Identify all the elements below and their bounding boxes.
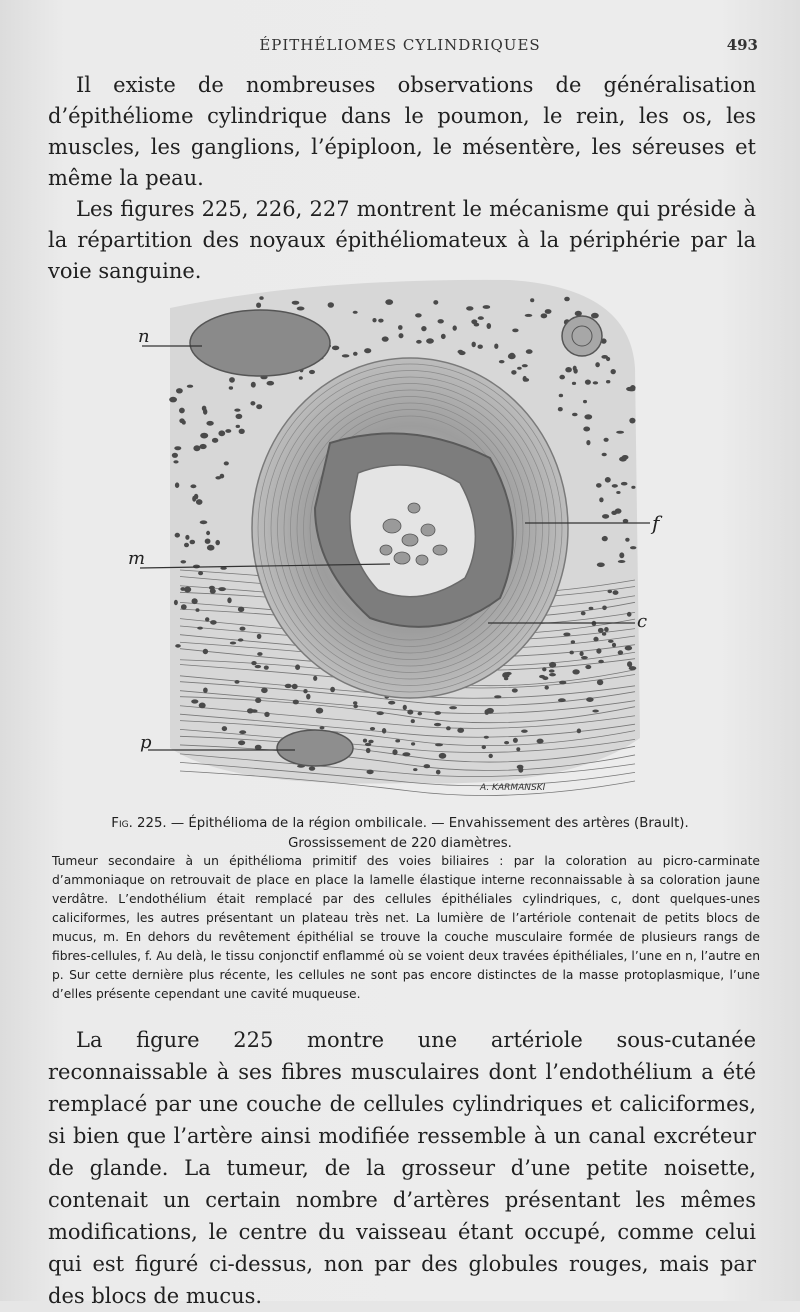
cell-nucleus (306, 694, 310, 700)
cell-nucleus (537, 739, 544, 744)
cell-nucleus (613, 590, 619, 595)
cell-nucleus (395, 739, 400, 742)
cell-nucleus (598, 660, 604, 664)
mucus-block (433, 545, 447, 555)
cell-nucleus (597, 563, 605, 568)
cell-nucleus (297, 307, 305, 311)
cell-nucleus (446, 726, 451, 730)
cell-nucleus (577, 729, 581, 734)
cell-nucleus (224, 461, 229, 465)
cell-nucleus (616, 491, 620, 494)
cell-nucleus (239, 429, 245, 434)
cell-nucleus (320, 726, 325, 729)
cell-nucleus (565, 367, 572, 372)
cell-nucleus (382, 728, 386, 734)
cell-nucleus (206, 421, 213, 426)
cell-nucleus (196, 499, 203, 505)
cell-nucleus (612, 643, 616, 648)
cell-nucleus (257, 634, 262, 639)
cell-nucleus (631, 486, 635, 489)
cell-nucleus (378, 319, 383, 323)
cell-nucleus (184, 543, 189, 548)
cell-nucleus (309, 767, 315, 771)
cell-nucleus (261, 688, 268, 694)
cell-nucleus (292, 301, 300, 305)
cell-nucleus (513, 738, 518, 743)
figure-number: Fig. 225. (111, 816, 167, 831)
cell-nucleus (367, 770, 374, 775)
cell-nucleus (222, 726, 227, 731)
cell-nucleus (424, 764, 431, 768)
closing-paragraph: La figure 225 montre une artériole sous-cutanée reconnaissable à ses fibres musculaires dont l’endothélium a été remplacé par une couche de cellules cylindriques et caliciformes, si bien que l’artère ainsi modifiée ressemble à un canal excréteur de glande. La tumeur, de la grosseur d’une petite noisette, contenait un certain nombre d’artères présentant les mêmes modifications, le centre du vaisseau étant occupé, comme celui qui est figuré ci-dessus, non par des globules rouges, mais par des blocs de mucus. (48, 1028, 756, 1308)
histology-figure (110, 268, 690, 798)
cell-nucleus (206, 531, 210, 535)
cell-nucleus (174, 446, 181, 450)
cell-nucleus (256, 303, 261, 308)
cell-nucleus (602, 453, 607, 457)
cell-nucleus (218, 587, 226, 591)
cell-nucleus (629, 666, 637, 670)
cell-nucleus (436, 770, 441, 775)
cell-nucleus (418, 712, 423, 716)
mucus-block (402, 534, 418, 546)
cell-nucleus (203, 688, 208, 693)
cell-nucleus (508, 353, 516, 359)
cell-nucleus (267, 381, 275, 386)
small-vessel (562, 316, 602, 356)
cell-nucleus (608, 590, 613, 594)
cell-nucleus (570, 651, 574, 655)
cell-nucleus (483, 305, 491, 309)
cell-nucleus (605, 477, 611, 483)
cell-nucleus (559, 394, 563, 398)
cell-nucleus (606, 380, 610, 383)
cell-nucleus (225, 429, 231, 433)
cell-nucleus (602, 606, 607, 611)
cell-nucleus (421, 326, 426, 331)
cell-nucleus (256, 404, 262, 409)
cell-nucleus (181, 604, 187, 610)
cell-nucleus (602, 632, 606, 635)
cell-nucleus (619, 552, 624, 558)
cell-nucleus (571, 640, 575, 644)
cell-nucleus (564, 297, 570, 302)
cell-nucleus (353, 704, 358, 708)
cell-nucleus (309, 370, 315, 374)
cell-nucleus (592, 710, 599, 713)
cell-nucleus (504, 741, 509, 744)
mucus-block (383, 519, 401, 533)
cell-nucleus (398, 325, 403, 330)
cell-nucleus (234, 409, 240, 412)
cell-nucleus (403, 705, 407, 710)
cell-nucleus (545, 686, 549, 690)
intro-paragraph-1: Il existe de nombreuses observations de généralisation d’épithéliome cylindrique dans le poumon, le rein, les os, les muscles, les ganglions, l’épiploon, le mésentère, les séreuses et même la peau. (48, 73, 756, 190)
cell-nucleus (259, 296, 263, 300)
mucus-block (416, 555, 428, 565)
cell-nucleus (426, 338, 434, 343)
cell-nucleus (203, 649, 208, 654)
cell-nucleus (572, 382, 576, 385)
cell-nucleus (353, 311, 358, 314)
cell-nucleus (521, 730, 528, 733)
cell-nucleus (593, 381, 598, 384)
caption-line-1 (60, 814, 740, 834)
engraver-signature: A. KARMANSKI (480, 783, 546, 793)
cell-nucleus (585, 665, 591, 669)
cell-nucleus (516, 747, 520, 751)
cell-nucleus (190, 540, 196, 545)
cell-nucleus (482, 745, 486, 749)
cell-nucleus (382, 336, 389, 341)
cell-nucleus (580, 651, 584, 656)
cell-nucleus (205, 539, 211, 544)
cell-nucleus (413, 768, 417, 771)
cell-nucleus (238, 740, 245, 745)
cell-nucleus (175, 482, 179, 488)
cell-nucleus (457, 728, 464, 733)
cell-nucleus (328, 302, 334, 308)
cell-nucleus (207, 545, 215, 551)
running-head (0, 36, 800, 60)
cell-nucleus (596, 648, 601, 653)
cell-nucleus (342, 354, 350, 357)
cell-nucleus (616, 431, 624, 434)
cell-nucleus (191, 699, 198, 703)
cell-nucleus (589, 607, 594, 610)
cell-nucleus (629, 418, 635, 424)
cell-nucleus (549, 673, 556, 676)
cell-nucleus (459, 351, 466, 355)
cell-nucleus (472, 342, 476, 348)
cell-nucleus (618, 560, 626, 563)
cell-nucleus (212, 438, 218, 443)
cell-nucleus (255, 665, 261, 668)
cell-nucleus (434, 723, 441, 726)
cell-nucleus (593, 637, 598, 642)
cell-nucleus (572, 669, 579, 674)
caption-line-2: Grossissement de 220 diamètres. (288, 836, 512, 851)
cell-nucleus (184, 587, 191, 593)
cell-nucleus (257, 652, 262, 656)
cell-nucleus (615, 508, 622, 513)
cell-nucleus (627, 612, 632, 617)
cell-nucleus (181, 560, 187, 563)
cell-nucleus (484, 736, 489, 739)
cell-nucleus (192, 598, 198, 604)
cell-nucleus (596, 483, 602, 488)
cell-nucleus (295, 664, 300, 670)
cell-nucleus (586, 440, 590, 445)
cell-nucleus (227, 597, 231, 603)
cell-nucleus (608, 640, 614, 643)
cell-nucleus (584, 414, 592, 419)
cell-nucleus (583, 400, 587, 403)
cell-nucleus (200, 520, 208, 524)
cell-nucleus (368, 740, 373, 743)
cell-nucleus (630, 546, 636, 549)
cell-nucleus (185, 535, 189, 540)
cell-nucleus (377, 711, 384, 715)
cell-nucleus (218, 430, 225, 436)
cell-nucleus (586, 697, 593, 702)
artery-cross-section-illustration (110, 268, 690, 798)
epithelial-travee-p (277, 730, 353, 766)
cell-nucleus (471, 319, 477, 324)
cell-nucleus (581, 656, 588, 659)
cell-nucleus (416, 340, 422, 344)
cell-nucleus (264, 666, 269, 670)
cell-nucleus (174, 600, 178, 605)
cell-nucleus (285, 684, 292, 688)
figure-caption-title (60, 814, 740, 854)
cell-nucleus (197, 627, 203, 630)
cell-nucleus (502, 672, 509, 678)
cell-nucleus (512, 688, 518, 692)
label-f: f (652, 511, 660, 535)
cell-nucleus (292, 684, 298, 689)
mucus-block (394, 552, 410, 564)
cell-nucleus (176, 388, 183, 393)
epithelial-travee-n (190, 310, 330, 376)
cell-nucleus (299, 376, 303, 380)
cell-nucleus (220, 474, 225, 479)
cell-nucleus (205, 617, 209, 621)
cell-nucleus (525, 314, 533, 317)
cell-nucleus (187, 385, 193, 388)
cell-nucleus (179, 408, 185, 414)
cell-nucleus (229, 377, 235, 383)
cell-nucleus (198, 571, 203, 575)
cell-nucleus (363, 739, 367, 743)
cell-nucleus (229, 386, 233, 389)
cell-nucleus (499, 360, 505, 363)
cell-nucleus (235, 680, 240, 684)
cell-nucleus (411, 742, 415, 745)
cell-nucleus (530, 298, 534, 302)
cell-nucleus (399, 333, 404, 338)
cell-nucleus (591, 313, 599, 319)
cell-nucleus (313, 676, 317, 681)
cell-nucleus (236, 414, 243, 419)
cell-nucleus (435, 743, 443, 746)
page-number: 493 (726, 36, 758, 54)
cell-nucleus (200, 444, 207, 449)
cell-nucleus (611, 369, 616, 374)
cell-nucleus (602, 514, 609, 519)
cell-nucleus (478, 316, 484, 320)
cell-nucleus (392, 749, 397, 755)
figure-caption-body: Tumeur secondaire à un épithélioma primitif des voies biliaires : par la coloration au picro-carminate d’ammoniaque on retrouvait de place en place la lamelle élastique interne reconnaissable à sa coloration jaune verdâtre. L’endothélium était remplacé par des cellules épithéliales cylindriques, c, dont quelques-unes caliciformes, les autres présentant un plateau très net. La lumière de l’artériole contenait de petits blocs de mucus, m. En dehors du revêtement épithélial se trouve la couche musculaire formée de plusieurs rangs de fibres-cellules, f. Au delà, le tissu conjonctif enflammé où se voient deux travées épithéliales, l’une en n, l’autre en p. Sur cette dernière plus récente, les cellules ne sont pas encore distinctes de la masse protoplasmique, l’une d’elles présente cependant une cavité muqueuse. (52, 854, 760, 1001)
cell-nucleus (494, 695, 501, 698)
cell-nucleus (303, 689, 307, 693)
cell-nucleus (559, 375, 565, 380)
cell-nucleus (239, 730, 246, 734)
cell-nucleus (449, 706, 457, 709)
intro-paragraph-2: Les figures 225, 226, 227 montrent le mécanisme qui préside à la répartition des noyaux épithéliomateux à la périphérie par la voie sanguine. (48, 197, 756, 283)
cell-nucleus (370, 727, 375, 730)
cell-nucleus (385, 299, 393, 305)
cell-nucleus (599, 497, 603, 502)
cell-nucleus (539, 675, 545, 678)
cell-nucleus (489, 754, 493, 758)
cell-nucleus (598, 628, 604, 633)
cell-nucleus (251, 709, 258, 713)
cell-nucleus (597, 679, 603, 685)
cell-nucleus (438, 319, 444, 323)
cell-nucleus (542, 667, 546, 671)
cell-nucleus (625, 538, 629, 542)
label-n: n (138, 326, 150, 347)
cell-nucleus (250, 401, 255, 405)
mucus-block (408, 503, 420, 513)
cell-nucleus (193, 445, 200, 451)
cell-nucleus (572, 413, 578, 417)
cell-nucleus (595, 362, 600, 367)
running-title: ÉPITHÉLIOMES CYLINDRIQUES (259, 36, 541, 54)
cell-nucleus (563, 633, 570, 637)
cell-nucleus (402, 752, 410, 756)
cell-nucleus (175, 533, 180, 538)
cell-nucleus (522, 364, 528, 367)
cell-nucleus (549, 669, 555, 672)
intro-text (48, 70, 756, 287)
cell-nucleus (585, 380, 591, 385)
cell-nucleus (316, 708, 323, 714)
cell-nucleus (264, 712, 269, 717)
cell-nucleus (434, 711, 441, 715)
cell-nucleus (541, 313, 548, 318)
cell-nucleus (366, 748, 371, 753)
cell-nucleus (604, 438, 609, 442)
cell-nucleus (494, 344, 498, 349)
cell-nucleus (251, 382, 256, 388)
cell-nucleus (415, 313, 422, 317)
cell-nucleus (439, 753, 447, 759)
cell-nucleus (478, 345, 483, 349)
cell-nucleus (559, 681, 566, 685)
cell-nucleus (511, 370, 516, 375)
cell-nucleus (353, 701, 357, 705)
artery-lumen (350, 465, 475, 597)
cell-nucleus (210, 620, 217, 625)
cell-nucleus (365, 743, 371, 746)
cell-nucleus (240, 627, 246, 631)
cell-nucleus (558, 407, 563, 411)
cell-nucleus (173, 460, 178, 463)
cell-nucleus (558, 698, 566, 702)
cell-nucleus (182, 420, 186, 424)
cell-nucleus (199, 703, 206, 709)
cell-nucleus (200, 433, 208, 439)
cell-nucleus (332, 346, 339, 351)
cell-nucleus (486, 708, 494, 714)
mucus-block (380, 545, 392, 555)
cell-nucleus (625, 646, 632, 651)
cell-nucleus (601, 355, 608, 359)
closing-text (48, 1024, 756, 1312)
cell-nucleus (210, 589, 216, 594)
cell-nucleus (330, 687, 335, 693)
cell-nucleus (487, 323, 492, 329)
cell-nucleus (236, 425, 240, 428)
label-p: p (140, 732, 152, 753)
cell-nucleus (604, 627, 609, 632)
cell-nucleus (549, 662, 556, 668)
cell-nucleus (172, 453, 178, 458)
cell-nucleus (169, 397, 177, 403)
cell-nucleus (517, 367, 522, 370)
cell-nucleus (466, 306, 473, 310)
cell-nucleus (523, 376, 527, 382)
cell-nucleus (411, 719, 415, 723)
cell-nucleus (512, 329, 518, 333)
cell-nucleus (196, 608, 200, 612)
cell-nucleus (255, 698, 261, 703)
cell-nucleus (433, 300, 438, 305)
cell-nucleus (517, 765, 524, 769)
cell-nucleus (194, 494, 198, 500)
cell-nucleus (581, 611, 586, 615)
cell-nucleus (602, 536, 608, 541)
cell-nucleus (251, 661, 256, 665)
cell-nucleus (215, 540, 220, 545)
cell-nucleus (621, 482, 628, 486)
label-c: c (637, 611, 648, 632)
cell-nucleus (202, 406, 207, 411)
cell-nucleus (573, 368, 577, 373)
cell-nucleus (583, 427, 590, 432)
cell-nucleus (407, 710, 413, 715)
label-m: m (128, 548, 146, 569)
cell-nucleus (238, 638, 244, 641)
cell-nucleus (238, 607, 244, 612)
cell-nucleus (628, 388, 635, 392)
cell-nucleus (255, 745, 262, 750)
cell-nucleus (230, 642, 236, 645)
cell-nucleus (293, 700, 299, 705)
cell-nucleus (364, 348, 371, 353)
cell-nucleus (441, 334, 446, 339)
mucus-block (421, 524, 435, 536)
caption-title-text: — Épithélioma de la région ombilicale. — Envahissement des artères (Brault). (170, 816, 689, 831)
cell-nucleus (526, 349, 533, 354)
cell-nucleus (190, 484, 196, 488)
cell-nucleus (372, 318, 376, 322)
cell-nucleus (622, 455, 629, 460)
cell-nucleus (545, 309, 552, 314)
cell-nucleus (453, 325, 457, 330)
cell-nucleus (612, 484, 618, 488)
cell-nucleus (175, 644, 181, 648)
cell-nucleus (388, 701, 395, 705)
cell-nucleus (618, 650, 623, 655)
cell-nucleus (353, 352, 358, 356)
